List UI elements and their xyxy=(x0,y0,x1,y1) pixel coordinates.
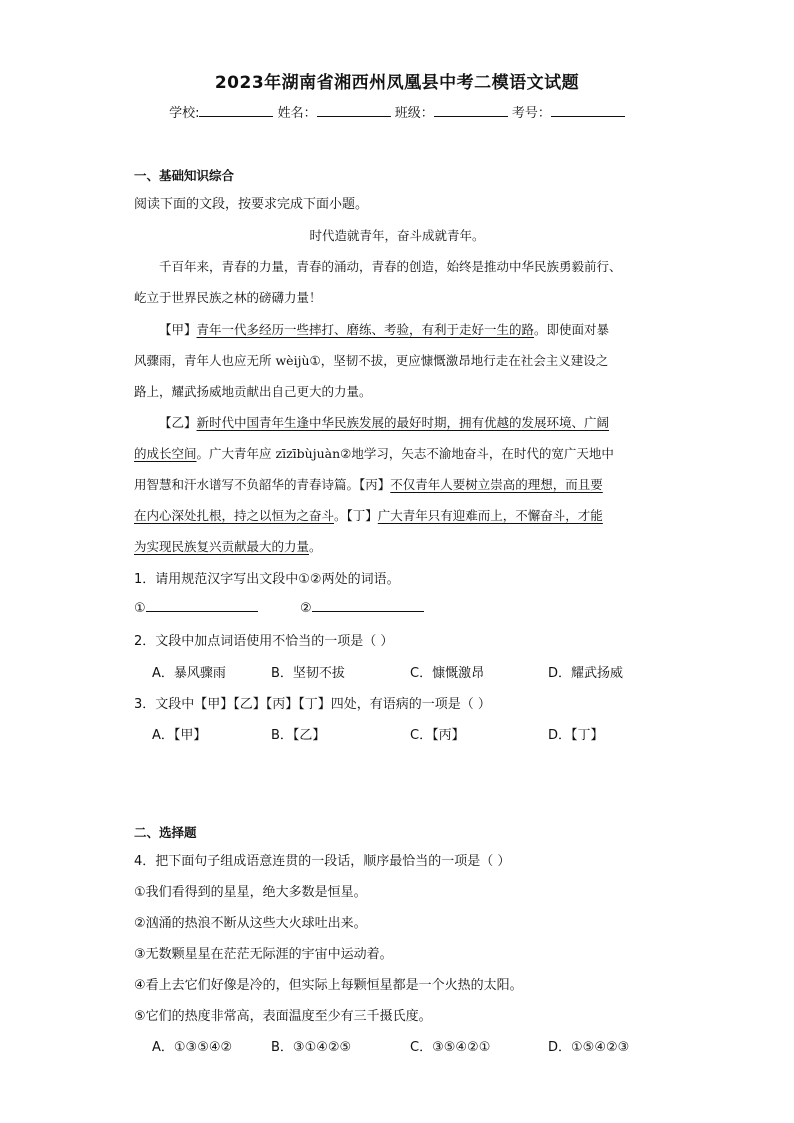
exam-no-label: 考号： xyxy=(511,106,551,121)
passage-line xyxy=(134,413,660,431)
sentence-item: ④看上去它们好像是冷的，但实际上每颗恒星都是一个火热的太阳。 xyxy=(134,978,523,993)
school-blank[interactable] xyxy=(199,104,273,117)
passage-line xyxy=(134,506,660,524)
option-a[interactable]: A．暴风骤雨 xyxy=(152,666,226,681)
option-d[interactable]: D．①⑤④②③ xyxy=(548,1040,630,1055)
marker-bing: 【丙】 xyxy=(359,477,391,492)
blank-1[interactable] xyxy=(146,599,258,612)
text-segment: 。 xyxy=(309,539,322,554)
option-d[interactable]: D．耀武扬威 xyxy=(548,666,624,681)
passage-line xyxy=(134,537,660,555)
passage-line: 千百年来，青春的力量，青春的涌动，青春的创造，始终是推动中华民族勇毅前行、 xyxy=(159,259,622,274)
question-2: 2．文段中加点词语使用不恰当的一项是（ ） xyxy=(134,634,394,649)
text-segment: 。广大青年应 zīzībùjuàn②地学习，矢志不渝地奋斗，在时代的宽广天地中 xyxy=(196,446,614,461)
passage-line xyxy=(134,320,660,338)
q1-answer-line xyxy=(134,599,424,616)
question-3: 3．文段中【甲】【乙】【丙】【丁】四处，有语病的一项是（ ） xyxy=(134,697,491,712)
underlined-text: 广大青年只有迎难而上，不懈奋斗，才能 xyxy=(377,508,603,523)
question-1: 1．请用规范汉字写出文段中①②两处的词语。 xyxy=(134,572,400,587)
underlined-text: 青年一代多经历一些摔打、磨练、考验，有利于走好一生的路 xyxy=(196,322,535,337)
marker-ding: 【丁】 xyxy=(346,508,378,523)
underlined-text: 为实现民族复兴贡献最大的力量 xyxy=(134,539,310,554)
school-label: 学校: xyxy=(169,106,200,121)
name-label: 姓名： xyxy=(277,106,317,121)
passage-line: 屹立于世界民族之林的磅礴力量！ xyxy=(134,290,322,305)
passage-line xyxy=(134,475,660,493)
marker-yi: 【乙】 xyxy=(159,415,197,430)
underlined-text: 在内心深处扎根，持之以恒为之奋斗 xyxy=(134,508,335,523)
blank-1-label: ① xyxy=(134,601,146,616)
option-a[interactable]: A．【甲】 xyxy=(152,728,207,743)
class-label: 班级： xyxy=(394,106,434,121)
marker-jia: 【甲】 xyxy=(159,322,197,337)
option-b[interactable]: B．坚韧不拔 xyxy=(271,666,345,681)
passage-line: 风骤雨，青年人也应无所 wèijù①，坚韧不拔，更应慷慨激昂地行走在社会主义建设之 xyxy=(134,353,609,368)
underlined-text: 不仅青年人要树立崇高的理想，而且要 xyxy=(390,477,603,492)
option-b[interactable]: B．【乙】 xyxy=(271,728,326,743)
passage-title: 时代造就青年，奋斗成就青年。 xyxy=(309,228,485,243)
option-c[interactable]: C．【丙】 xyxy=(410,728,465,743)
sentence-item: ①我们看得到的星星，绝大多数是恒星。 xyxy=(134,885,367,900)
option-b[interactable]: B．③①④②⑤ xyxy=(271,1040,352,1055)
text-segment: 。即使面对暴 xyxy=(534,322,610,337)
question-4: 4．把下面句子组成语意连贯的一段话，顺序最恰当的一项是（ ） xyxy=(134,854,511,869)
option-c[interactable]: C．慷慨激昂 xyxy=(410,666,485,681)
section-heading-1: 一、基础知识综合 xyxy=(134,168,235,183)
sentence-item: ⑤它们的热度非常高，表面温度至少有三千摄氏度。 xyxy=(134,1009,432,1024)
blank-2[interactable] xyxy=(312,599,424,612)
option-c[interactable]: C．③⑤④②① xyxy=(410,1040,491,1055)
name-blank[interactable] xyxy=(317,104,391,117)
instruction-text: 阅读下面的文段，按要求完成下面小题。 xyxy=(134,197,369,212)
text-segment: 。 xyxy=(334,508,347,523)
text-segment: 用智慧和汗水谱写不负韶华的青春诗篇。 xyxy=(134,477,360,492)
exam-no-blank[interactable] xyxy=(551,104,625,117)
option-d[interactable]: D．【丁】 xyxy=(548,728,604,743)
sentence-item: ②汹涌的热浪不断从这些大火球吐出来。 xyxy=(134,916,367,931)
class-blank[interactable] xyxy=(434,104,508,117)
passage-line: 路上，耀武扬威地贡献出自己更大的力量。 xyxy=(134,384,372,399)
page-title: 2023年湖南省湘西州凤凰县中考二模语文试题 xyxy=(214,73,580,93)
student-info-line xyxy=(0,102,794,121)
blank-2-label: ② xyxy=(299,601,312,616)
passage-line xyxy=(134,444,660,462)
sentence-item: ③无数颗星星在茫茫无际涯的宇宙中运动着。 xyxy=(134,947,393,962)
underlined-text: 的成长空间 xyxy=(134,446,197,461)
option-a[interactable]: A．①③⑤④② xyxy=(152,1040,233,1055)
section-heading-2: 二、选择题 xyxy=(134,825,197,840)
underlined-text: 新时代中国青年生逢中华民族发展的最好时期，拥有优越的发展环境、广阔 xyxy=(196,415,610,430)
